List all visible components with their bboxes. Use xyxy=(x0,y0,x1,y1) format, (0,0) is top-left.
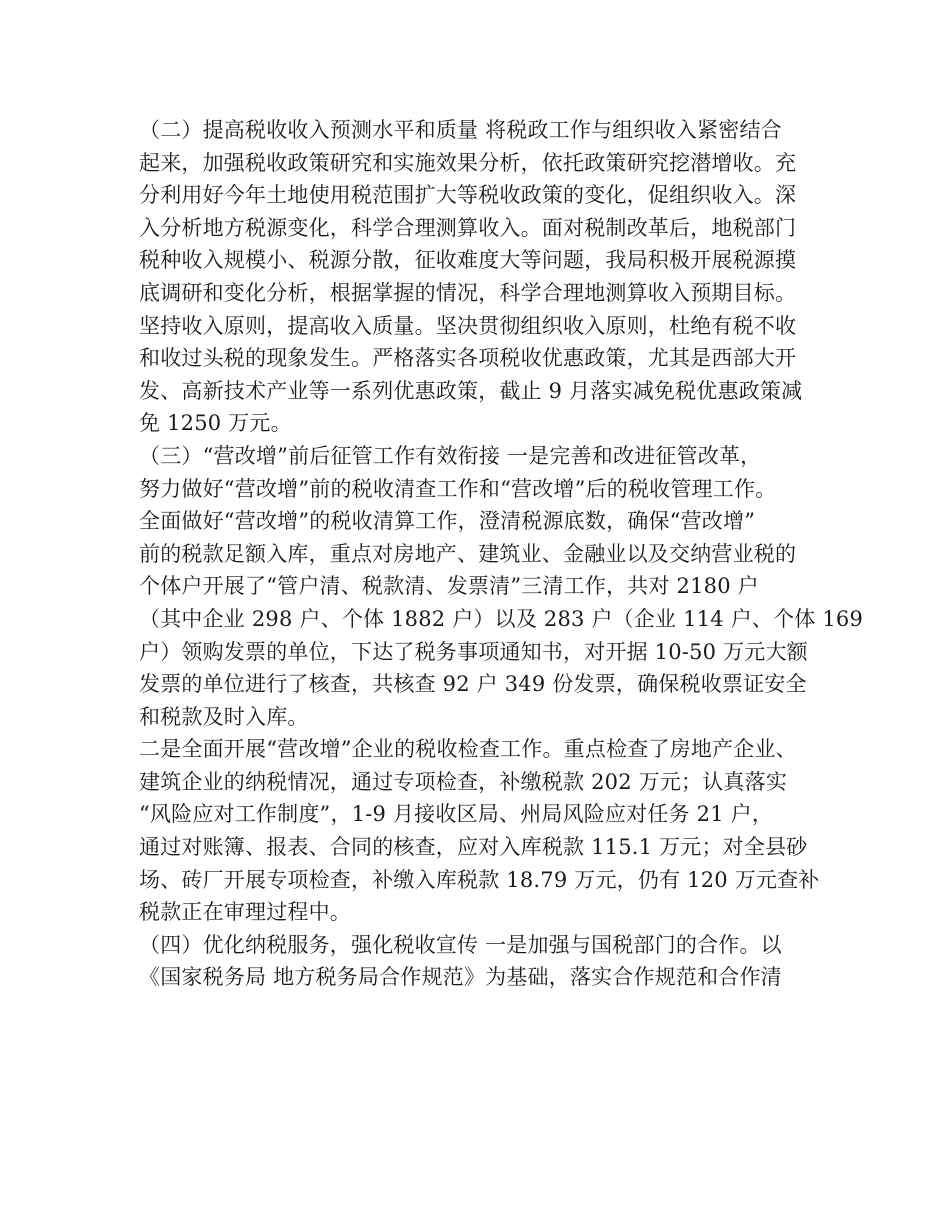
text-line: 二是全面开展“营改增”企业的税收检查工作。重点检查了房地产企业、 xyxy=(139,737,797,762)
text-line: （其中企业 298 户、个体 1882 户）以及 283 户（企业 114 户、个体 169 xyxy=(139,606,864,631)
text-line: 建筑企业的纳税情况，通过专项检查，补缴税款 202 万元；认真落实 xyxy=(139,769,788,794)
text-line: 户）领购发票的单位，下达了税务事项通知书，对开据 10-50 万元大额 xyxy=(139,639,808,664)
text-line: 入分析地方税源变化，科学合理测算收入。面对税制改革后，地税部门 xyxy=(139,215,797,240)
text-line: 分利用好今年土地使用税范围扩大等税收政策的变化，促组织收入。深 xyxy=(139,183,797,208)
text-line: 税种收入规模小、税源分散，征收难度大等问题，我局积极开展税源摸 xyxy=(139,248,797,273)
text-line: 发、高新技术产业等一系列优惠政策，截止 9 月落实减免税优惠政策减 xyxy=(139,378,803,403)
text-line: 前的税款足额入库，重点对房地产、建筑业、金融业以及交纳营业税的 xyxy=(139,541,797,566)
text-line: （三）“营改增”前后征管工作有效衔接 一是完善和改进征管改革， xyxy=(139,443,762,468)
text-line: 底调研和变化分析，根据掌握的情况，科学合理地测算收入预期目标。 xyxy=(139,280,797,305)
text-line: 税款正在审理过程中。 xyxy=(139,900,351,925)
text-line: 个体户开展了“管户清、税款清、发票清”三清工作，共对 2180 户 xyxy=(139,574,759,599)
text-line: 和税款及时入库。 xyxy=(139,704,309,729)
text-line: 《国家税务局 地方税务局合作规范》为基础，落实合作规范和合作清 xyxy=(139,965,782,990)
text-line: 发票的单位进行了核查，共核查 92 户 349 份发票，确保税收票证安全 xyxy=(139,672,807,697)
text-line: 通过对账簿、报表、合同的核查，应对入库税款 115.1 万元；对全县砂 xyxy=(139,835,808,860)
text-line: “风险应对工作制度”，1-9 月接收区局、州局风险应对任务 21 户， xyxy=(139,802,774,827)
text-line: 免 1250 万元。 xyxy=(139,411,292,436)
text-line: （四）优化纳税服务，强化税收宣传 一是加强与国税部门的合作。以 xyxy=(139,932,782,957)
text-line: 全面做好“营改增”的税收清算工作，澄清税源底数，确保“营改增” xyxy=(139,509,756,534)
text-line: 坚持收入原则，提高收入质量。坚决贯彻组织收入原则，杜绝有税不收 xyxy=(139,313,797,338)
text-line: 努力做好“营改增”前的税收清查工作和“营改增”后的税收管理工作。 xyxy=(139,476,777,501)
text-line: 起来，加强税收政策研究和实施效果分析，依托政策研究挖潜增收。充 xyxy=(139,150,797,175)
text-line: （二）提高税收收入预测水平和质量 将税政工作与组织收入紧密结合 xyxy=(139,118,782,142)
text-line: 场、砖厂开展专项检查，补缴入库税款 18.79 万元，仍有 120 万元查补 xyxy=(139,867,820,892)
document-body xyxy=(139,114,864,994)
text-line: 和收过头税的现象发生。严格落实各项税收优惠政策，尤其是西部大开 xyxy=(139,346,797,371)
